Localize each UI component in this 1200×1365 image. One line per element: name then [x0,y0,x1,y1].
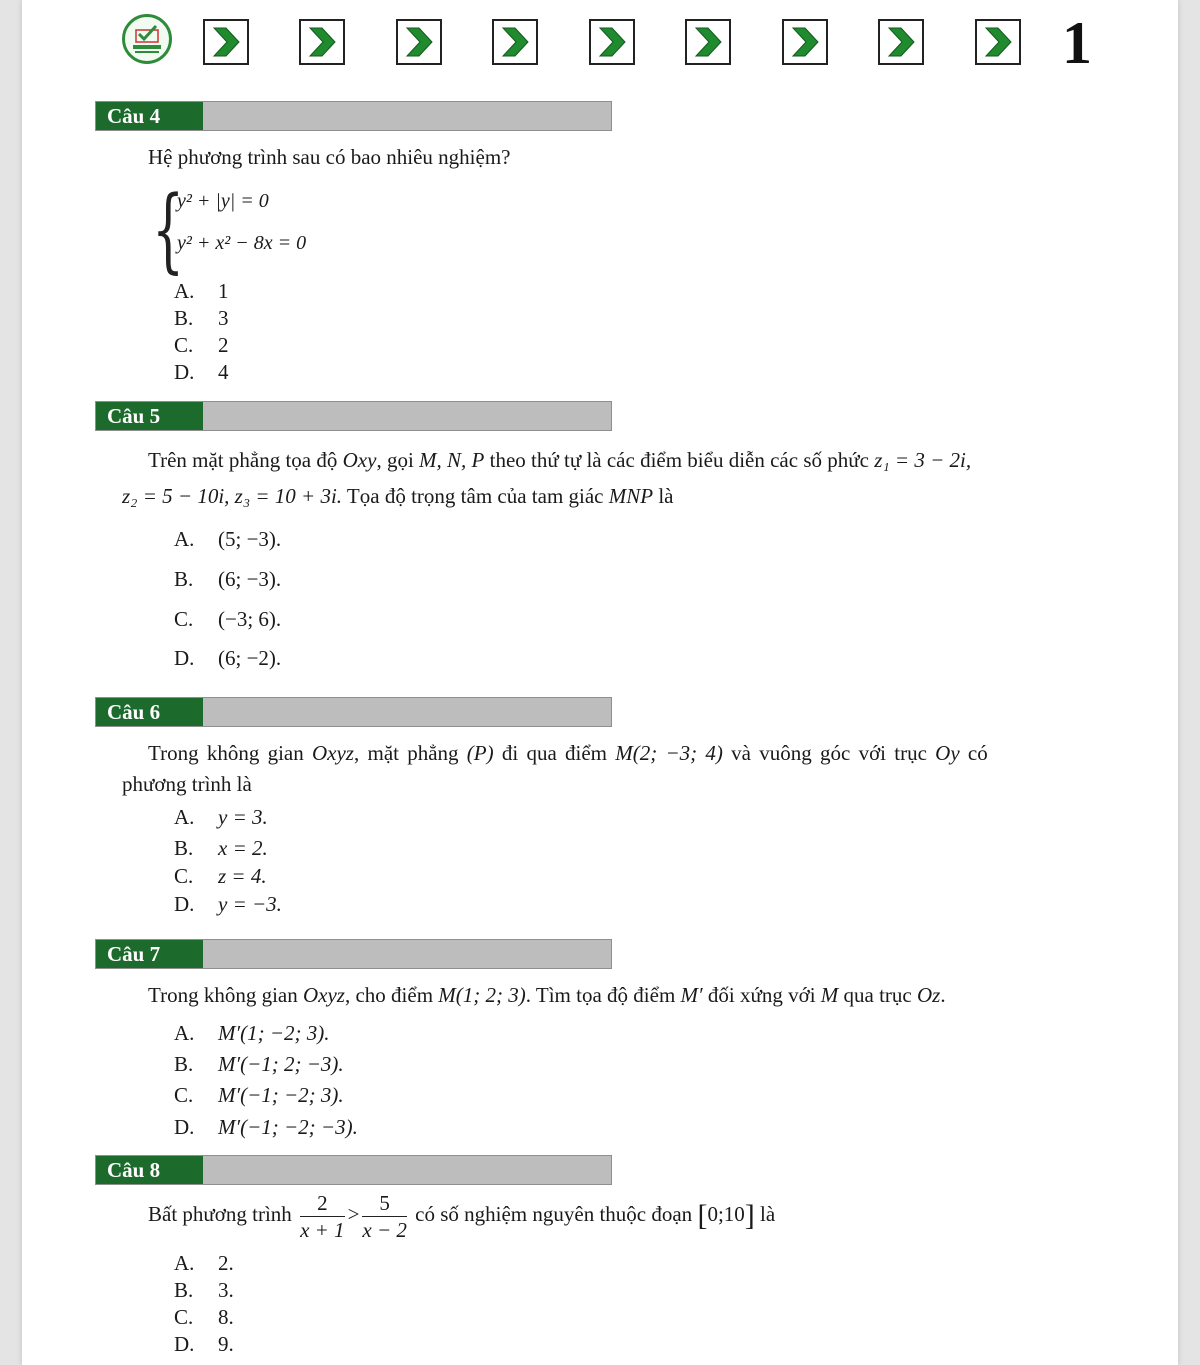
chevron-right-icon[interactable] [782,19,828,65]
option-c[interactable]: C. 8. [174,1305,234,1329]
logo-icon [122,14,172,64]
option-a[interactable]: A. M′(1; −2; 3). [174,1021,330,1045]
option-b[interactable]: B. M′(−1; 2; −3). [174,1052,344,1076]
chevron-right-icon[interactable] [685,19,731,65]
option-c[interactable]: C. z = 4. [174,864,267,888]
question-header-7 [95,939,612,969]
page-number: 1 [1062,10,1092,76]
chevron-right-icon[interactable] [396,19,442,65]
option-a[interactable]: A. 2. [174,1251,234,1275]
question-header-4 [95,101,612,131]
equation-2: y² + x² − 8x = 0 [177,232,307,254]
option-d[interactable]: D. 4 [174,360,229,384]
option-b[interactable]: B. 3 [174,306,229,330]
document-page [22,0,1178,1365]
question-text: Trong không gian Oxyz, cho điểm M(1; 2; 3). Tìm tọa độ điểm M′ đối xứng với M qua trục Oz. [148,983,946,1007]
option-b[interactable]: B. 3. [174,1278,234,1302]
question-label: Câu 8 [96,1156,203,1184]
question-label: Câu 7 [96,940,203,968]
fraction-1: $\frac{2}{x + 1}$ [300,1190,345,1242]
interval: 0;10 [707,1202,745,1226]
left-brace: { [152,176,185,283]
question-text-line-1: Trong không gian Oxyz, mặt phẳng (P) đi qua điểm M(2; −3; 4) và vuông góc với trục Oy có [148,741,988,765]
option-d[interactable]: D. M′(−1; −2; −3). [174,1115,358,1139]
question-label: Câu 4 [96,102,203,130]
question-label: Câu 5 [96,402,203,430]
option-a[interactable]: A. y = 3. [174,805,268,829]
equation-1: y² + |y| = 0 [177,190,269,212]
question-text: Hệ phương trình sau có bao nhiêu nghiệm? [148,145,511,169]
option-b[interactable]: B. x = 2. [174,836,268,860]
chevron-right-icon[interactable] [203,19,249,65]
option-c[interactable]: C. (−3; 6). [174,607,282,631]
option-d[interactable]: D. (6; −2). [174,646,282,670]
question-text-line-2: z₂ = 5 − 10i, z₃ = 10 + 3i. Tọa độ trọng tâm của tam giác MNP là [122,484,674,508]
chevron-right-icon[interactable] [589,19,635,65]
chevron-right-icon[interactable] [878,19,924,65]
question-header-5 [95,401,612,431]
top-navigation-bar [22,0,1178,90]
question-header-8 [95,1155,612,1185]
question-header-6 [95,697,612,727]
option-d[interactable]: D. 9. [174,1332,234,1356]
option-b[interactable]: B. (6; −3). [174,567,282,591]
question-text-line-1: Trên mặt phẳng tọa độ Oxy, gọi M, N, P theo thứ tự là các điểm biểu diễn các số phức z₁ = 3 − 2i, [148,448,972,472]
fraction-2: $\frac{5}{x - 2}$ [362,1190,407,1242]
chevron-right-icon[interactable] [492,19,538,65]
option-a[interactable]: A. 1 [174,279,229,303]
question-label: Câu 6 [96,698,203,726]
option-d[interactable]: D. y = −3. [174,892,282,916]
option-c[interactable]: C. 2 [174,333,229,357]
chevron-right-icon[interactable] [975,19,1021,65]
question-text-line-2: phương trình là [122,772,252,796]
question-text: Bất phương trình $\frac{2}{x + 1}$ > $\frac{5}{x - 2}$ có số nghiệm nguyên thuộc đoạn [0;10] là [148,1190,776,1242]
chevron-right-icon[interactable] [299,19,345,65]
option-c[interactable]: C. M′(−1; −2; 3). [174,1083,344,1107]
option-a[interactable]: A. (5; −3). [174,527,282,551]
